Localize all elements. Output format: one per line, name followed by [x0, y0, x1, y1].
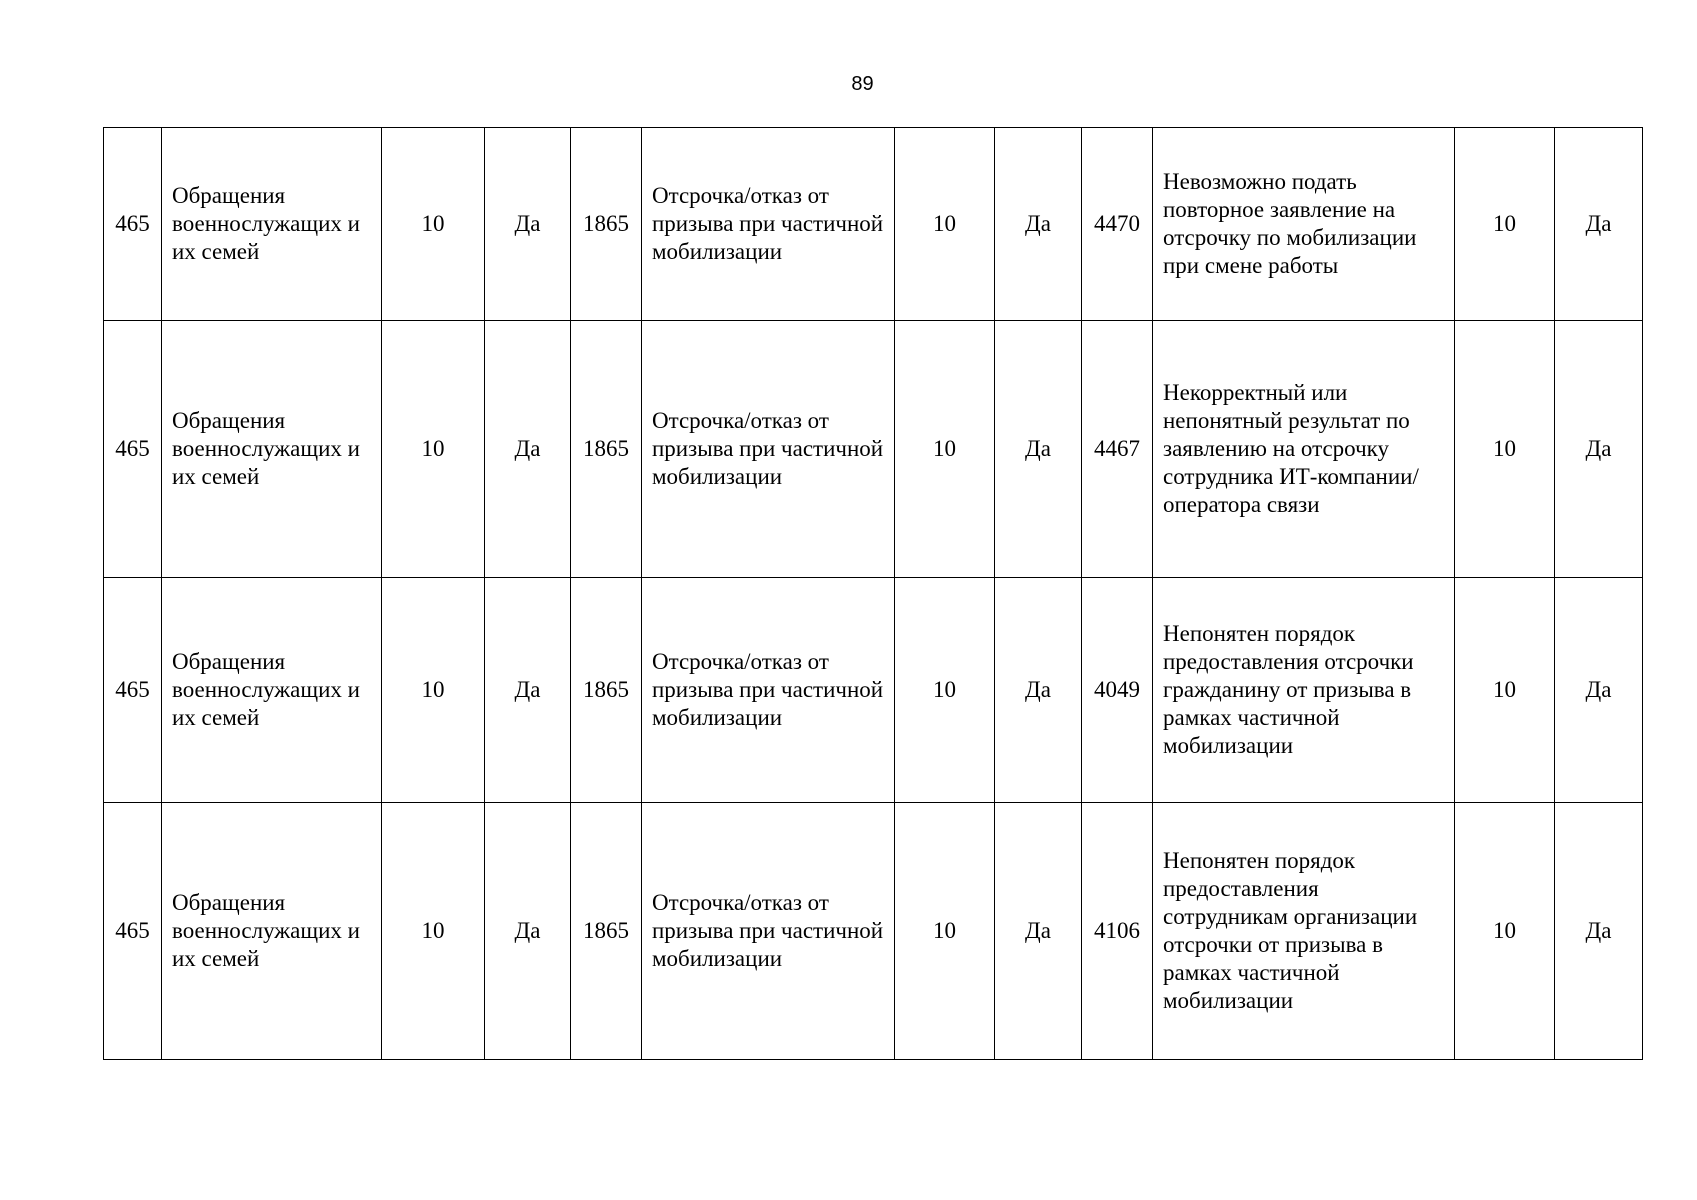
cell-category: Обращения военнослужащих и их семей: [162, 803, 382, 1060]
cell-value: 10: [895, 128, 995, 321]
table-row: [104, 321, 1643, 578]
cell-code: 4049: [1082, 578, 1153, 803]
table-row: [104, 128, 1643, 321]
cell-code: 1865: [571, 321, 642, 578]
cell-value: 10: [895, 803, 995, 1060]
cell-subcategory: Отсрочка/отказ от призыва при частичной мобилизации: [642, 128, 895, 321]
cell-flag: Да: [1555, 803, 1643, 1060]
cell-subcategory: Отсрочка/отказ от призыва при частичной мобилизации: [642, 578, 895, 803]
cell-value: 10: [1455, 128, 1555, 321]
cell-value: 10: [1455, 321, 1555, 578]
cell-category: Обращения военнослужащих и их семей: [162, 128, 382, 321]
cell-description: Невозможно подать повторное заявление на отсрочку по мобилизации при смене работы: [1153, 128, 1455, 321]
page-number: 89: [851, 73, 874, 95]
cell-value: 10: [895, 578, 995, 803]
cell-flag: Да: [995, 578, 1082, 803]
cell-flag: Да: [485, 578, 571, 803]
cell-code: 465: [104, 578, 162, 803]
cell-category: Обращения военнослужащих и их семей: [162, 578, 382, 803]
cell-value: 10: [382, 578, 485, 803]
table-row: [104, 803, 1643, 1060]
cell-flag: Да: [485, 321, 571, 578]
cell-value: 10: [1455, 578, 1555, 803]
cell-value: 10: [382, 321, 485, 578]
cell-code: 465: [104, 803, 162, 1060]
cell-code: 4106: [1082, 803, 1153, 1060]
cell-subcategory: Отсрочка/отказ от призыва при частичной мобилизации: [642, 321, 895, 578]
cell-flag: Да: [485, 128, 571, 321]
cell-code: 4467: [1082, 321, 1153, 578]
cell-flag: Да: [995, 128, 1082, 321]
cell-flag: Да: [995, 321, 1082, 578]
cell-category: Обращения военнослужащих и их семей: [162, 321, 382, 578]
cell-flag: Да: [1555, 321, 1643, 578]
cell-code: 465: [104, 321, 162, 578]
cell-flag: Да: [1555, 128, 1643, 321]
cell-description: Непонятен порядок предоставления отсрочки гражданину от призыва в рамках частичной мобилизации: [1153, 578, 1455, 803]
cell-value: 10: [895, 321, 995, 578]
cell-description: Непонятен порядок предоставления сотрудникам организации отсрочки от призыва в рамках частичной мобилизации: [1153, 803, 1455, 1060]
cell-code: 4470: [1082, 128, 1153, 321]
cell-flag: Да: [1555, 578, 1643, 803]
cell-value: 10: [1455, 803, 1555, 1060]
cell-description: Некорректный или непонятный результат по заявлению на отсрочку сотрудника ИТ-компании/оператора связи: [1153, 321, 1455, 578]
cell-code: 1865: [571, 578, 642, 803]
cell-flag: Да: [485, 803, 571, 1060]
cell-code: 1865: [571, 128, 642, 321]
cell-value: 10: [382, 128, 485, 321]
table-row: [104, 578, 1643, 803]
cell-code: 465: [104, 128, 162, 321]
cell-subcategory: Отсрочка/отказ от призыва при частичной мобилизации: [642, 803, 895, 1060]
data-table: [103, 127, 1643, 1060]
cell-value: 10: [382, 803, 485, 1060]
cell-flag: Да: [995, 803, 1082, 1060]
cell-code: 1865: [571, 803, 642, 1060]
